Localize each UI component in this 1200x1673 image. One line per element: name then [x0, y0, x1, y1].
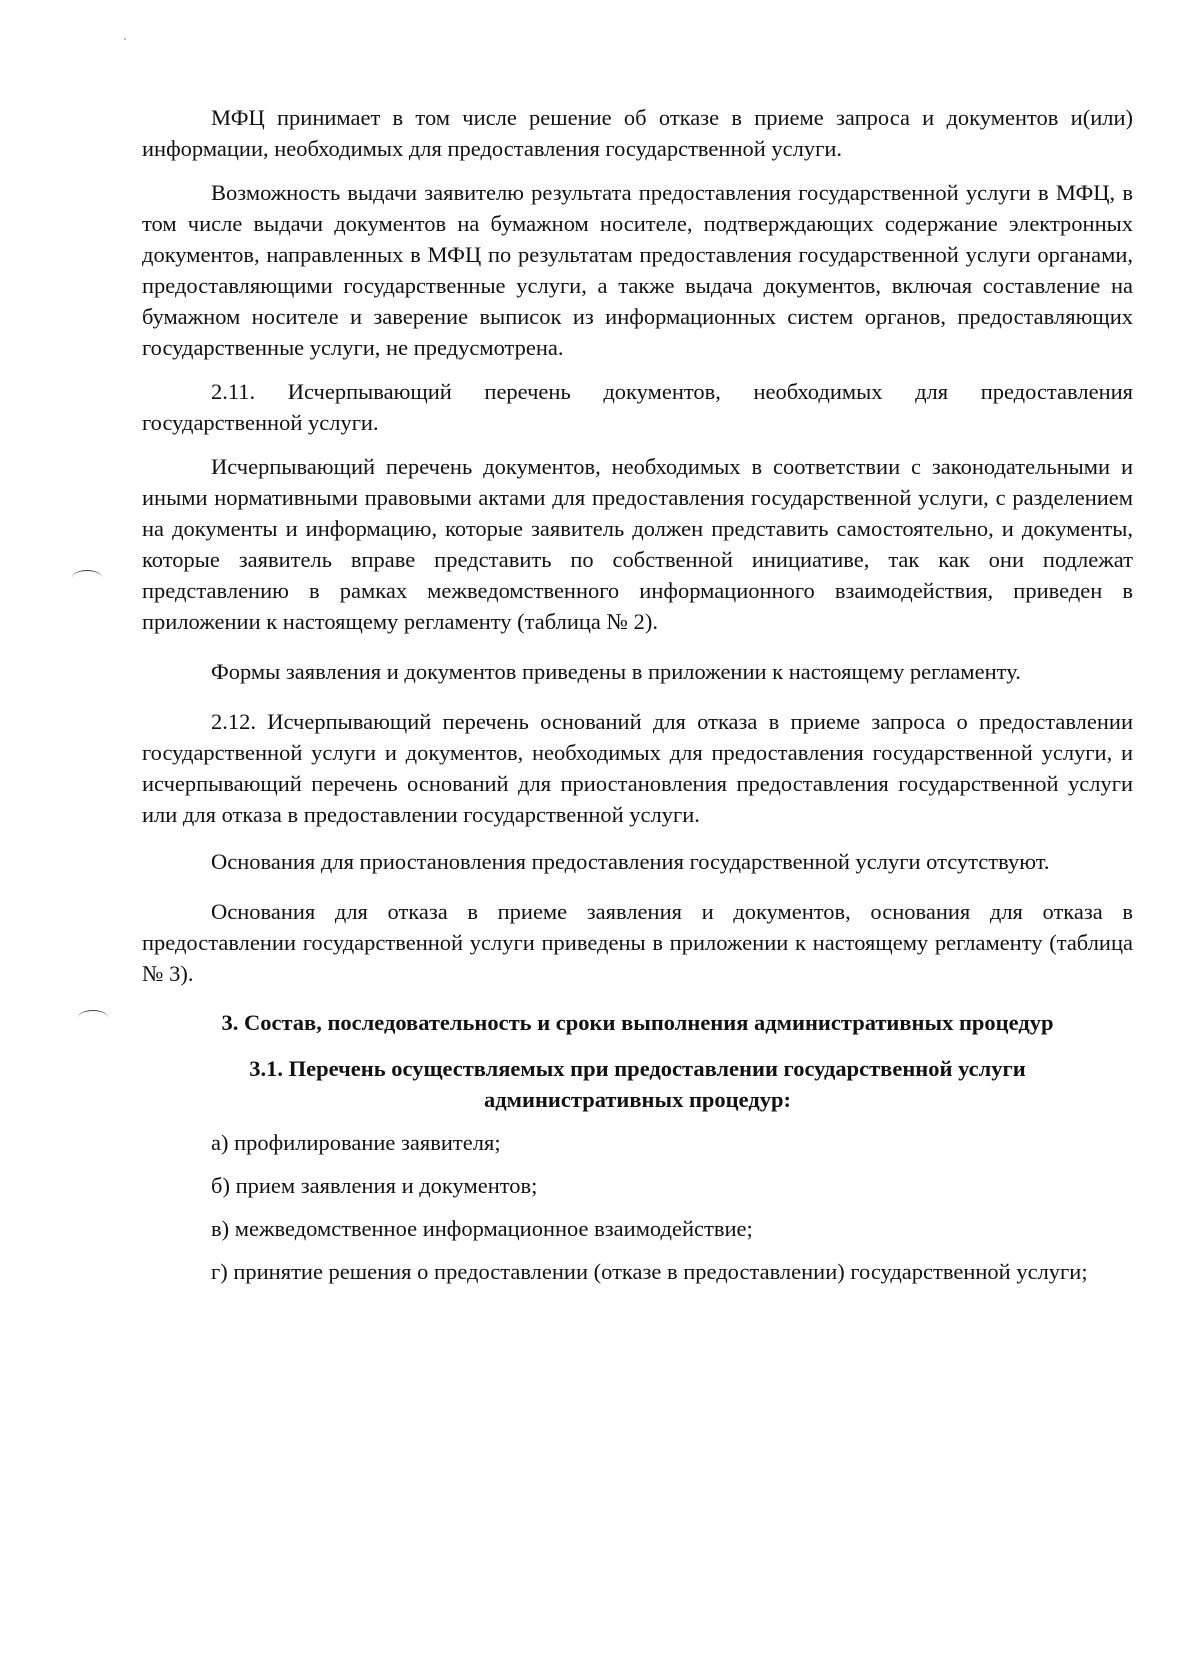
paragraph-2-12-heading: 2.12. Исчерпывающий перечень оснований для отказа в приеме запроса о предоставлении государственной услуги и документов, необходимых для предоставления государственной услуги, и исчерпывающий перечень оснований для приостановления предоставления государственной услуги или для отказа в предоставлении государственной услуги. [142, 709, 1133, 827]
punch-hole-mark-top [72, 570, 102, 585]
paragraph-result-issuance: Возможность выдачи заявителю результата предоставления государственной услуги в МФЦ, в том числе выдачи документов на бумажном носителе, подтверждающих содержание электронных документов, направленных в МФЦ по результатам предоставления государственной услуги органами, предоставляющими государственные услуги, а также выдача документов, включая составление на бумажном носителе и заверение выписок из информационных систем органов, предоставляющих государственные услуги, не предусмотрена. [142, 180, 1133, 360]
paragraph-no-suspension: Основания для приостановления предоставления государственной услуги отсутствуют. [211, 849, 1050, 874]
list-item: б) прием заявления и документов; [211, 1173, 538, 1198]
scan-speck [124, 38, 126, 40]
list-item: в) межведомственное информационное взаимодействие; [211, 1216, 753, 1241]
paragraph-mfc-decision: МФЦ принимает в том числе решение об отказе в приеме запроса и документов и(или) информации, необходимых для предоставления государственной услуги. [142, 105, 1133, 161]
paragraph-documents-list: Исчерпывающий перечень документов, необходимых в соответствии с законодательными и иными нормативными правовыми актами для предоставления государственной услуги, с разделением на документы и информацию, которые заявитель должен представить самостоятельно, и документы, которые заявитель вправе представить по собственной инициативе, так как они подлежат представлению в рамках межведомственного информационного взаимодействия, приведен в приложении к настоящему регламенту (таблица № 2). [142, 454, 1133, 634]
list-item: г) принятие решения о предоставлении (отказе в предоставлении) государственной услуги; [211, 1259, 1088, 1284]
section-3-1-heading: 3.1. Перечень осуществляемых при предоставлении государственной услуги административных процедур: [249, 1056, 1026, 1112]
paragraph-refusal-grounds: Основания для отказа в приеме заявления и документов, основания для отказа в предоставлении государственной услуги приведены в приложении к настоящему регламенту (таблица № 3). [142, 899, 1133, 986]
punch-hole-mark-bottom [78, 1010, 108, 1025]
procedures-list [142, 1127, 1133, 1287]
document-page [142, 102, 1133, 1287]
section-3-heading: 3. Состав, последовательность и сроки выполнения административных процедур [221, 1010, 1054, 1035]
paragraph-2-11-heading: 2.11. Исчерпывающий перечень документов, необходимых для предоставления государственной услуги. [142, 379, 1133, 435]
paragraph-forms: Формы заявления и документов приведены в приложении к настоящему регламенту. [211, 659, 1021, 684]
list-item: а) профилирование заявителя; [211, 1130, 501, 1155]
